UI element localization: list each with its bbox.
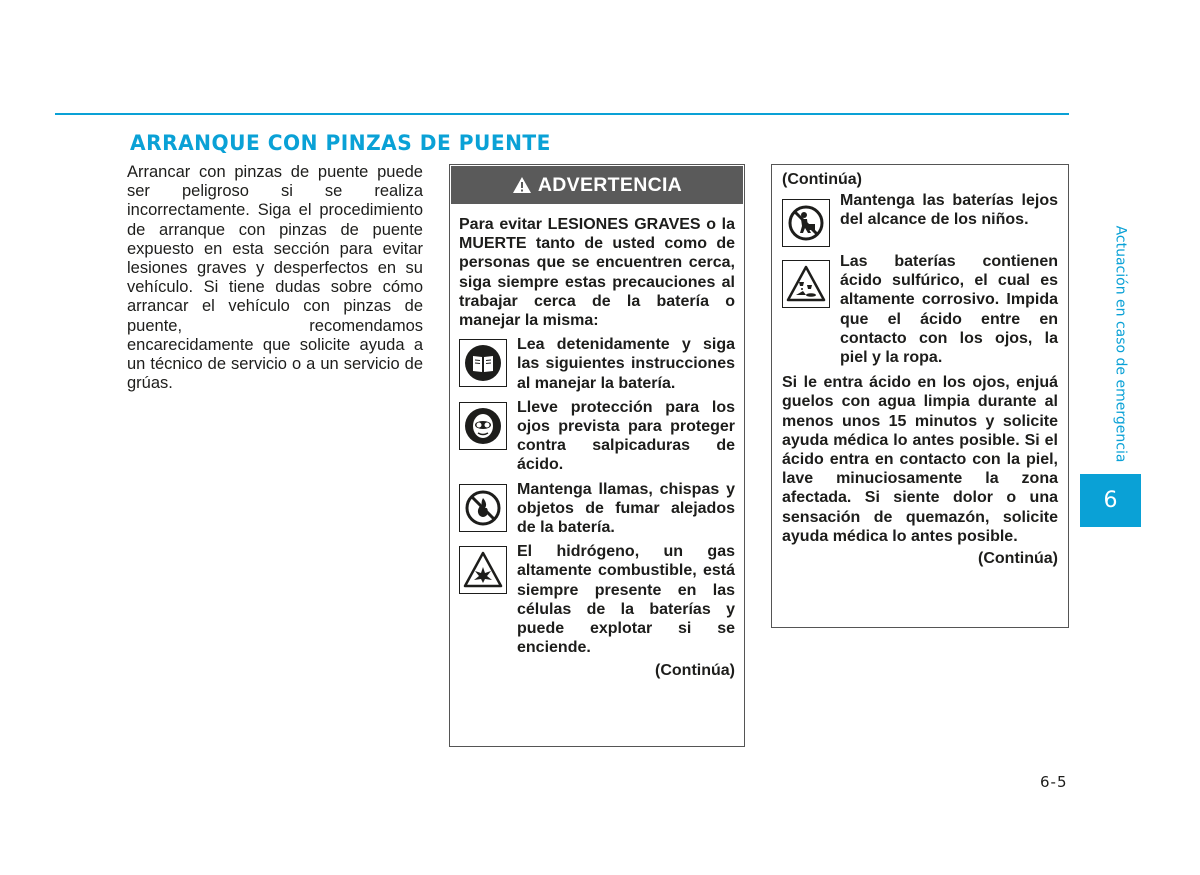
warning-item-text: Las baterías contienen ácido sulfúrico, el cual es altamente corrosivo. Impida que el ácido entre en contacto con los ojos, la piel y la ropa. (840, 253, 1058, 367)
continued-label: (Continúa) (978, 550, 1058, 568)
continued-label: (Continúa) (655, 662, 735, 680)
no-flames-icon (463, 488, 503, 528)
page-number: 6-5 (1040, 773, 1068, 791)
keep-away-children-icon (786, 203, 826, 243)
intro-paragraph: Arrancar con pinzas de puente puede ser peligroso si se realiza incorrectamente. Siga el procedimiento de arranque con pinzas de puente expuesto en esta sección para evitar lesiones graves y desperfectos en su vehículo. Si tiene dudas sobre cómo arrancar el vehículo con pinzas de puente, recomendamos encarecidamente que solicite ayuda a un técnico de servicio o a un servicio de grúas. (127, 163, 423, 393)
explosion-warning-icon (463, 550, 503, 590)
top-rule (55, 113, 1069, 115)
warning-item (459, 398, 735, 475)
warning-item-text: Lea detenidamente y siga las siguientes instrucciones al manejar la batería. (517, 336, 735, 392)
warning-item-text: Mantenga llamas, chispas y objetos de fumar alejados de la batería. (517, 480, 735, 537)
warning-item (459, 480, 735, 538)
warning-item (459, 335, 735, 393)
chapter-number-tab: 6 (1080, 474, 1141, 527)
warning-box (449, 164, 745, 747)
warning-item (782, 191, 1058, 247)
eye-protection-icon (463, 406, 503, 446)
acid-paragraph: Si le entra ácido en los ojos, enjuá guelos con agua limpia durante al menos unos 15 minutos y solicite ayuda médica lo antes posible. Si el ácido entra en contacto con la piel, lave minuciosamente la zona afectada. Si siente dolor o una sensación de quemazón, solicite ayuda médica lo antes posible. (782, 374, 1058, 545)
section-title: ARRANQUE CON PINZAS DE PUENTE (130, 131, 551, 155)
read-manual-icon (463, 343, 503, 383)
continuation-box (771, 164, 1069, 628)
warning-item-text: Lleve protección para los ojos prevista para proteger contra salpicaduras de ácido. (517, 398, 735, 474)
warning-item-text: Mantenga las baterías lejos del alcance de los niños. (840, 192, 1058, 229)
warning-header-label: ADVERTENCIA (537, 173, 683, 196)
warning-item-text: El hidrógeno, un gas altamente combustible, está siempre presente en las células de la baterías y puede explotar si se enciende. (517, 543, 735, 657)
warning-triangle-icon (512, 176, 532, 194)
warning-header (451, 166, 743, 204)
warning-lead: Para evitar LESIONES GRAVES o la MUERTE tanto de usted como de personas que se encuentren cerca, siga siempre estas precauciones al trabajar cerca de la batería o manejar la misma: (459, 216, 735, 330)
chapter-side-title-text: Actuación en caso de emergencia (1112, 225, 1128, 463)
warning-item (459, 542, 735, 657)
chapter-side-title (1110, 218, 1130, 470)
continued-top-label: (Continúa) (782, 171, 862, 188)
corrosive-warning-icon (786, 264, 826, 304)
warning-item (782, 252, 1058, 367)
